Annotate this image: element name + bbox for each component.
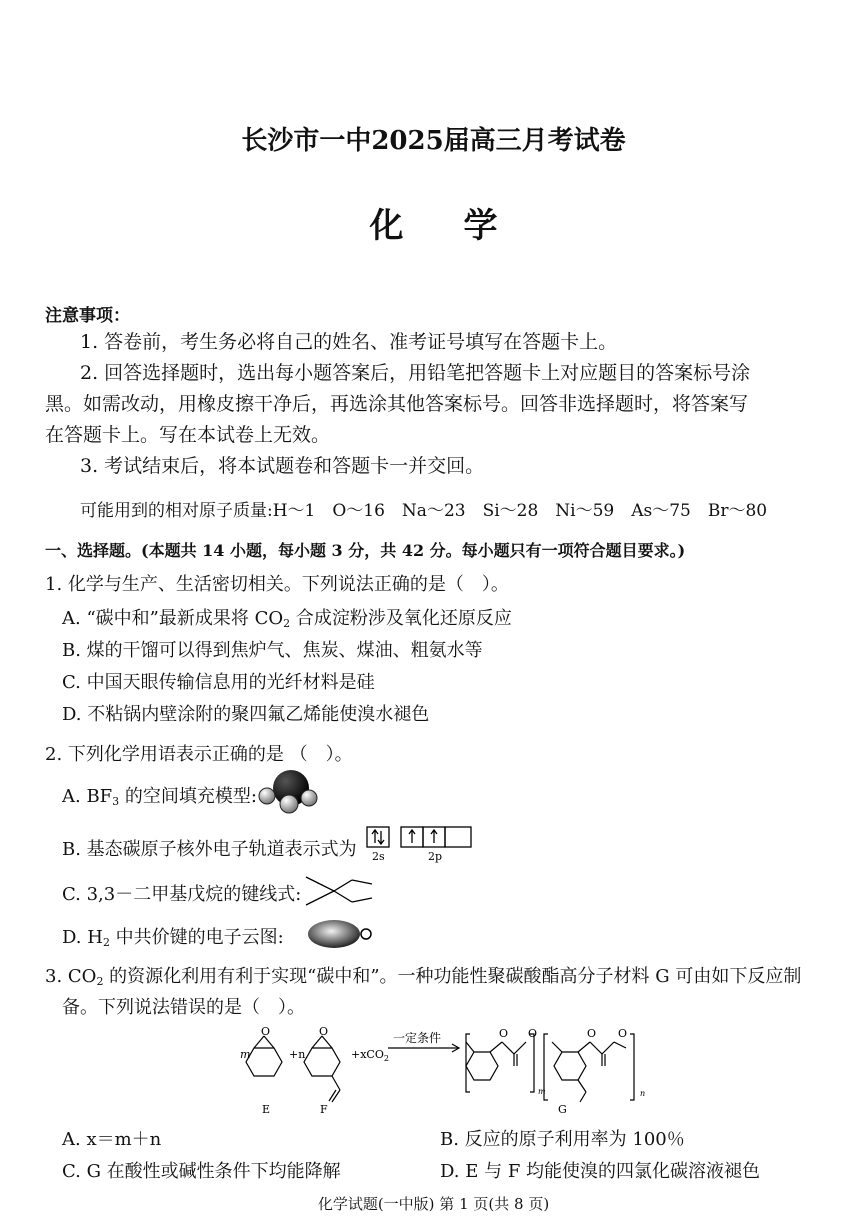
- scheme-label-e: E: [262, 1103, 271, 1116]
- question-1-option-d: D. 不粘锅内壁涂附的聚四氟乙烯能使溴水褪色: [62, 704, 430, 725]
- notice-item-2-line-2: 黑。如需改动，用橡皮擦干净后，再选涂其他答案标号。回答非选择题时，将答案写: [45, 393, 749, 415]
- scheme-f-oxygen: O: [319, 1025, 329, 1038]
- scheme-g1-oxygen-1: O: [499, 1027, 509, 1040]
- scheme-label-f: F: [320, 1103, 328, 1116]
- question-1-option-c: C. 中国天眼传输信息用的光纤材料是硅: [62, 672, 375, 693]
- question-1-option-a: A. “碳中和”最新成果将 $CO_2$ 合成淀粉涉及氧化还原反应: [62, 608, 512, 630]
- question-2-option-b: B. 基态碳原子核外电子轨道表示式为: [62, 839, 357, 860]
- question-3-option-d: D. E 与 F 均能使溴的四氯化碳溶液褪色: [440, 1161, 761, 1182]
- question-3-option-a: A. x＝m＋n: [62, 1129, 162, 1150]
- notice-item-1: 1. 答卷前，考生务必将自己的姓名、准考证号填写在答题卡上。: [80, 331, 618, 353]
- notice-heading: 注意事项：: [45, 306, 130, 326]
- scheme-g1-oxygen-2: O: [528, 1027, 538, 1040]
- scheme-e-oxygen: O: [261, 1025, 271, 1038]
- scheme-subscript-n: n: [640, 1089, 646, 1098]
- question-1-option-b: B. 煤的干馏可以得到焦炉气、焦炭、煤油、粗氨水等: [62, 640, 483, 661]
- question-3-option-c: C. G 在酸性或碱性条件下均能降解: [62, 1161, 341, 1182]
- orbital-label-2s: 2s: [372, 850, 385, 863]
- page-footer: 化学试题(一中版) 第 1 页(共 8 页): [317, 1195, 550, 1213]
- electron-cloud-image: [306, 918, 374, 950]
- scheme-plus-xco2: +xCO$_2$: [351, 1048, 389, 1063]
- question-2-option-a: A. $BF_3$ 的空间填充模型:: [62, 786, 257, 808]
- bf3-space-filling-model-image: [255, 768, 325, 816]
- scheme-plus-n: +n: [289, 1048, 306, 1061]
- skeletal-formula-image: [304, 874, 374, 908]
- orbital-diagram-image: [366, 826, 476, 866]
- question-3-option-b: B. 反应的原子利用率为 100％: [440, 1129, 685, 1150]
- question-3-stem-line-2: 备。下列说法错误的是（ ）。: [62, 997, 305, 1018]
- notice-item-2-line-3: 在答题卡上。写在本试卷上无效。: [45, 424, 331, 446]
- question-2-option-c: C. 3,3－二甲基戊烷的键线式:: [62, 884, 302, 905]
- question-1-stem: 1. 化学与生产、生活密切相关。下列说法正确的是（ ）。: [45, 574, 509, 595]
- question-3-stem-line-1: 3. $CO_2$ 的资源化利用有利于实现“碳中和”。一种功能性聚碳酸酯高分子材料 G 可由如下反应制: [45, 966, 802, 988]
- section-heading: 一、选择题。(本题共 14 小题，每小题 3 分，共 42 分。每小题只有一项符合题目要求。): [45, 541, 686, 560]
- scheme-g2-oxygen-1: O: [587, 1027, 597, 1040]
- question-2-option-d: D. $H_2$ 中共价键的电子云图:: [62, 927, 284, 949]
- scheme-condition: 一定条件: [393, 1031, 442, 1045]
- notice-item-2-line-1: 2. 回答选择题时，选出每小题答案后，用铅笔把答题卡上对应题目的答案标号涂: [80, 362, 751, 384]
- reaction-scheme-image: [230, 1020, 660, 1120]
- orbital-label-2p: 2p: [428, 850, 443, 863]
- scheme-subscript-m: m: [538, 1087, 546, 1096]
- scheme-coef-m: m: [240, 1048, 251, 1061]
- question-2-stem: 2. 下列化学用语表示正确的是 （ ）。: [45, 744, 353, 765]
- scheme-g2-oxygen-2: O: [618, 1027, 628, 1040]
- scheme-label-g: G: [558, 1103, 567, 1116]
- subject-title: 化学: [369, 206, 558, 246]
- exam-title: 长沙市一中2025届高三月考试卷: [241, 126, 626, 156]
- atomic-masses: 可能用到的相对原子质量:H～1 O～16 Na～23 Si～28 Ni～59 As～75 Br～80: [80, 501, 768, 521]
- notice-item-3: 3. 考试结束后，将本试题卷和答题卡一并交回。: [80, 455, 485, 477]
